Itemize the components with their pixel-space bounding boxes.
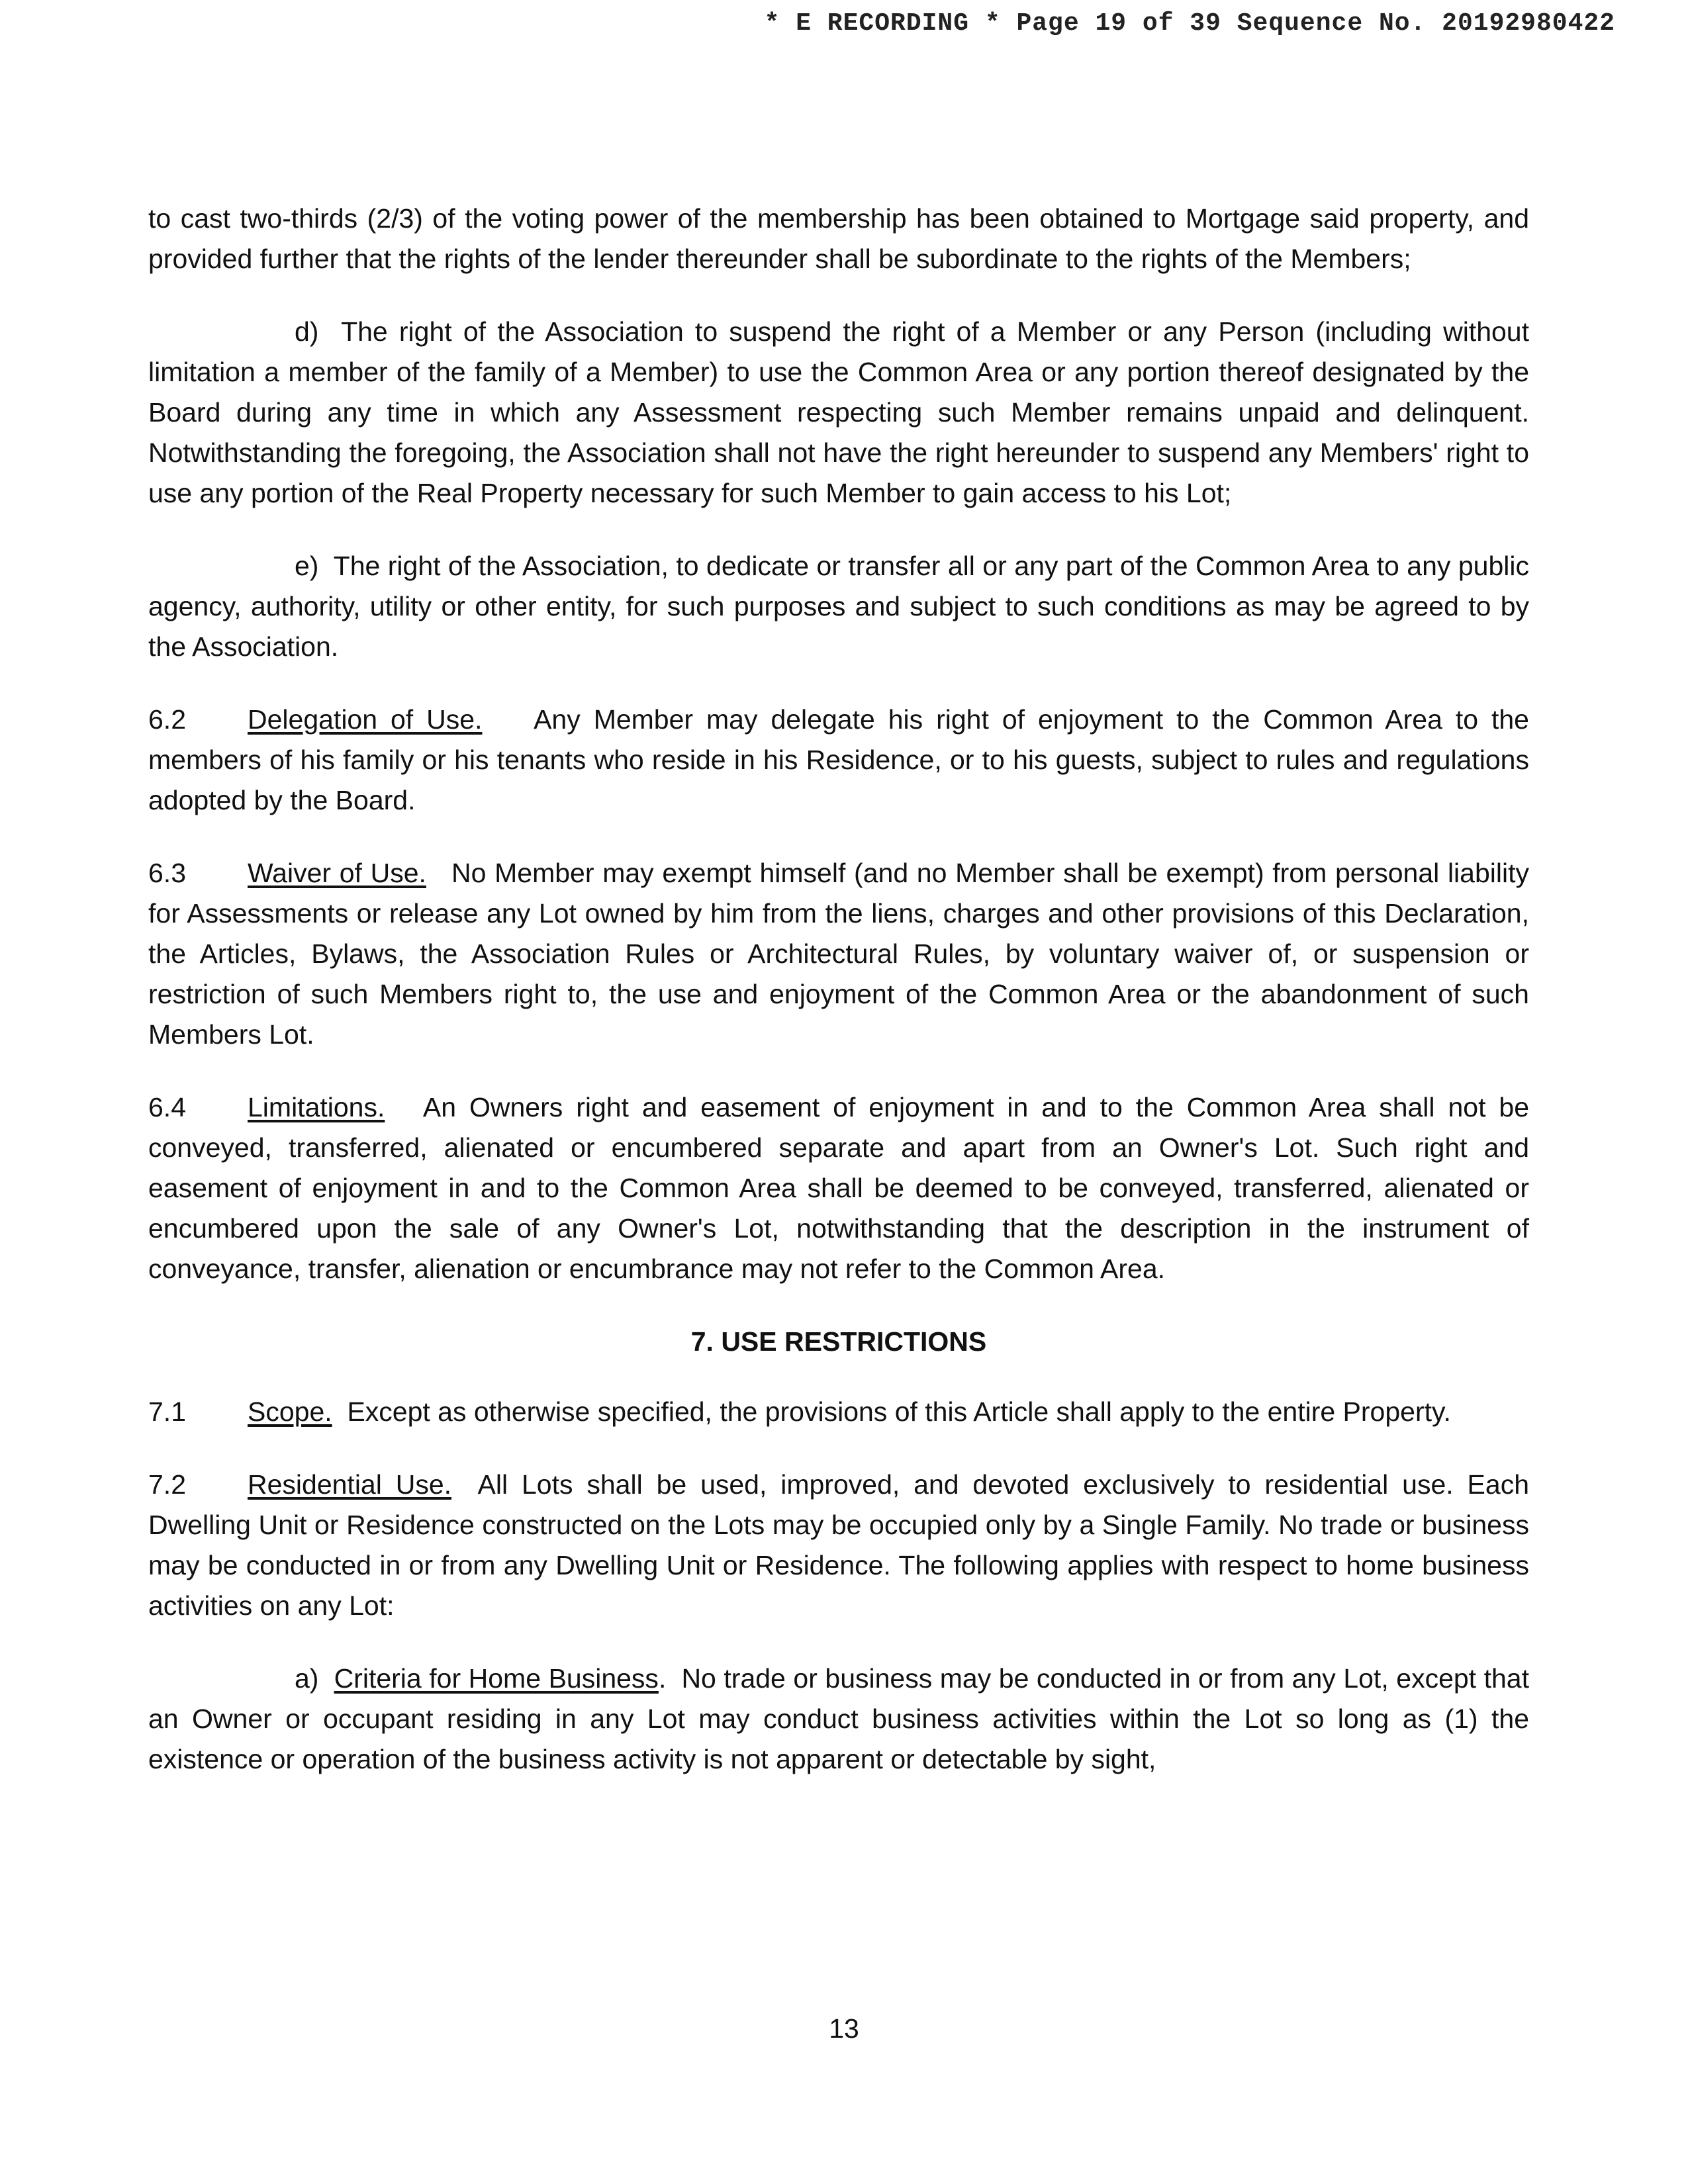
recording-header: * E RECORDING * Page 19 of 39 Sequence No. 20192980422	[764, 9, 1615, 38]
section-6-2	[148, 700, 1529, 821]
section-number: 7.2	[148, 1469, 186, 1500]
section-title: Delegation of Use.	[248, 704, 483, 735]
section-6-3	[148, 853, 1529, 1055]
paragraph-d	[148, 312, 1529, 514]
section-7-1	[148, 1392, 1529, 1432]
item-text-d: The right of the Association to suspend the right of a Member or any Person (including without limitation a member of the family of a Member) to use the Common Area or any portion thereof designated by the Board during any time in which any Assessment respecting such Member remains unpaid and delinquent. Notwithstanding the foregoing, the Association shall not have the right hereunder to suspend any Members' right to use any portion of the Real Property necessary for such Member to gain access to his Lot;	[148, 316, 1529, 508]
section-text: No Member may exempt himself (and no Member shall be exempt) from personal liability for Assessments or release any Lot owned by him from the liens, charges and other provisions of this Declaration, the Articles, Bylaws, the Association Rules or Architectural Rules, by voluntary waiver of, or suspension or restriction of such Members right to, the use and enjoyment of the Common Area or the abandonment of such Members Lot.	[148, 858, 1529, 1050]
section-number: 6.3	[148, 858, 186, 888]
paragraph-continuation: to cast two-thirds (2/3) of the voting power of the membership has been obtained to Mortgage said property, and provided further that the rights of the lender thereunder shall be subordinate to the rights of the Members;	[148, 203, 1529, 274]
item-marker-a: a)	[295, 1663, 319, 1694]
item-marker-e: e)	[295, 551, 319, 581]
section-title: Residential Use.	[248, 1469, 452, 1500]
section-text: Except as otherwise specified, the provisions of this Article shall apply to the entire Property.	[347, 1396, 1451, 1427]
section-text: All Lots shall be used, improved, and devoted exclusively to residential use. Each Dwelling Unit or Residence constructed on the Lots may be occupied only by a Single Family. No trade or business may be conducted in or from any Dwelling Unit or Residence. The following applies with respect to home business activities on any Lot:	[148, 1469, 1530, 1621]
section-number: 6.4	[148, 1092, 186, 1122]
section-7-2	[148, 1465, 1529, 1626]
item-text-a: No trade or business may be conducted in or from any Lot, except that an Owner or occupant residing in any Lot may conduct business activities within the Lot so long as (1) the existence or operation of the business activity is not apparent or detectable by sight,	[148, 1663, 1529, 1774]
item-title-a: Criteria for Home Business	[334, 1663, 659, 1694]
item-marker-d: d)	[295, 316, 319, 347]
section-number: 6.2	[148, 704, 186, 735]
item-text-e: The right of the Association, to dedicate or transfer all or any part of the Common Area to any public agency, authority, utility or other entity, for such purposes and subject to such conditions as may be agreed to by the Association.	[148, 551, 1529, 662]
section-title: Waiver of Use.	[248, 858, 426, 888]
section-title: Limitations.	[248, 1092, 385, 1122]
paragraph-e	[148, 546, 1529, 667]
section-title: Scope.	[248, 1396, 332, 1427]
section-text: An Owners right and easement of enjoyment in and to the Common Area shall not be conveyed, transferred, alienated or encumbered separate and apart from an Owner's Lot. Such right and easement of enjoyment in and to the Common Area shall be deemed to be conveyed, transferred, alienated or encumbered upon the sale of any Owner's Lot, notwithstanding that the description in the instrument of conveyance, transfer, alienation or encumbrance may not refer to the Common Area.	[148, 1092, 1529, 1284]
paragraph-a: a) Criteria for Home Business. No trade or business may be conducted in or from any Lot, except that an Owner or occupant residing in any Lot may conduct business activities within the Lot so long as (1) the existence or operation of the business activity is not apparent or detectable by sight,	[148, 1663, 1529, 1774]
section-text: Any Member may delegate his right of enjoyment to the Common Area to the members of his family or his tenants who reside in his Residence, or to his guests, subject to rules and regulations adopted by the Board.	[148, 704, 1529, 815]
section-6-4	[148, 1087, 1529, 1289]
article-heading: 7. USE RESTRICTIONS	[690, 1326, 987, 1357]
page-number: 13	[829, 2013, 859, 2044]
document-body	[148, 199, 1529, 1812]
section-number: 7.1	[148, 1396, 186, 1427]
